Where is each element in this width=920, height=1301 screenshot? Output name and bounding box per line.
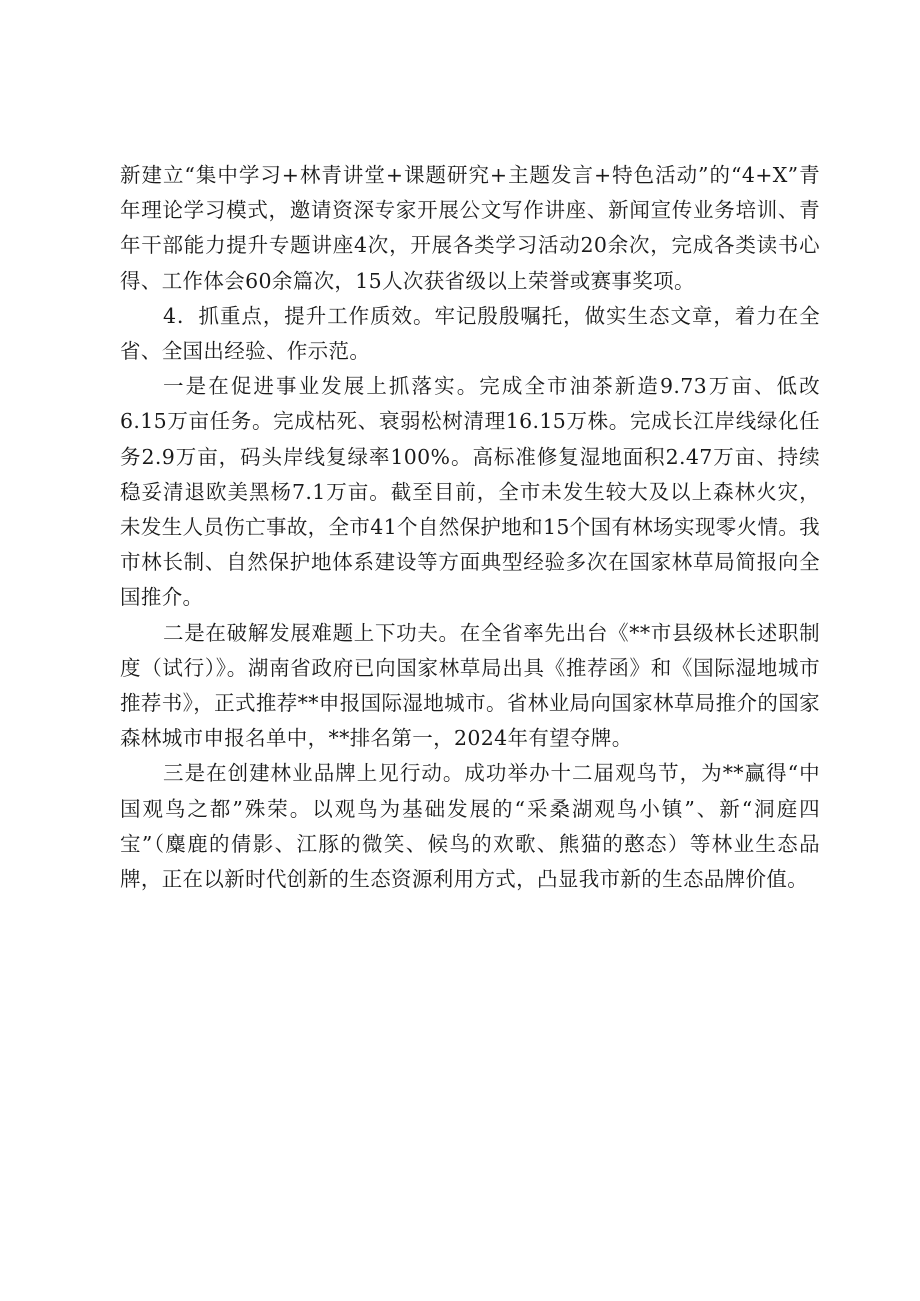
paragraph-point-2: 二是在破解发展难题上下功夫。在全省率先出台《**市县级林长述职制度（试行）》。湖南省政府已向国家林草局出具《推荐函》和《国际湿地城市推荐书》，正式推荐**申报国际湿地城市。省林业局向国家林草局推介的国家森林城市申报名单中，**排名第一，2024年有望夺牌。 (120, 620, 820, 751)
paragraph-point-3: 三是在创建林业品牌上见行动。成功举办十二届观鸟节，为**赢得“中国观鸟之都”殊荣。以观鸟为基础发展的“采桑湖观鸟小镇”、新“洞庭四宝”（麋鹿的倩影、江豚的微笑、候鸟的欢歌、熊猫的憨态）等林业生态品牌，正在以新时代创新的生态资源利用方式，凸显我市新的生态品牌价值。 (120, 761, 820, 892)
paragraph-point-1: 一是在促进事业发展上抓落实。完成全市油茶新造9.73万亩、低改6.15万亩任务。完成枯死、衰弱松树清理16.15万株。完成长江岸线绿化任务2.9万亩，码头岸线复绿率100%。高标准修复湿地面积2.47万亩、持续稳妥清退欧美黑杨7.1万亩。截至目前，全市未发生较大及以上森林火灾，未发生人员伤亡事故，全市41个自然保护地和15个国有林场实现零火情。我市林长制、自然保护地体系建设等方面典型经验多次在国家林草局简报向全国推介。 (120, 374, 820, 610)
paragraph-continuation: 新建立“集中学习+林青讲堂+课题研究+主题发言+特色活动”的“4+X”青年理论学习模式，邀请资深专家开展公文写作讲座、新闻宣传业务培训、青年干部能力提升专题讲座4次，开展各类学习活动20余次，完成各类读书心得、工作体会60余篇次，15人次获省级以上荣誉或赛事奖项。 (120, 163, 820, 293)
document-body (120, 158, 820, 897)
paragraph-section-4: 4．抓重点，提升工作质效。牢记殷殷嘱托，做实生态文章，着力在全省、全国出经验、作示范。 (120, 303, 820, 364)
